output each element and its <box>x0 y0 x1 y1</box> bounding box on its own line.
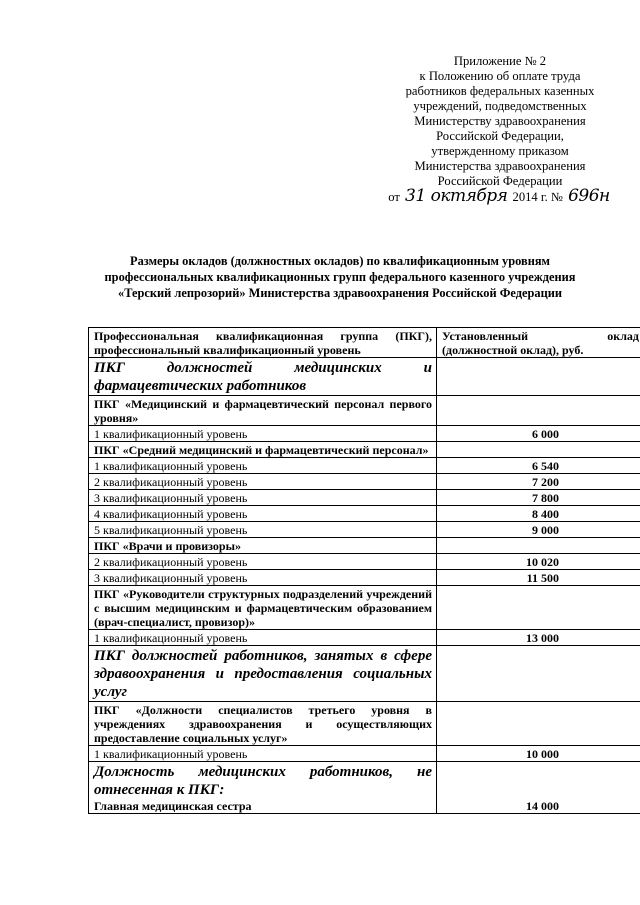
title-line: профессиональных квалификационных групп федерального казенного учреждения <box>104 270 576 284</box>
table-row <box>89 442 640 458</box>
appendix-line: утвержденному приказом <box>431 144 569 158</box>
qualification-level: 1 квалификационный уровень <box>89 426 437 442</box>
appendix-line: Приложение № 2 <box>453 54 547 68</box>
salary-value: 8 400 <box>437 506 640 522</box>
table-row <box>89 490 640 506</box>
qualification-level: 1 квалификационный уровень <box>89 746 437 762</box>
appendix-line: к Положению об оплате труда <box>419 69 581 83</box>
qualification-level: 4 квалификационный уровень <box>89 506 437 522</box>
table-row <box>89 474 640 490</box>
table-row <box>89 586 640 630</box>
table-row <box>89 702 640 746</box>
date-prefix: от <box>388 190 400 204</box>
salary-value: 7 800 <box>437 490 640 506</box>
appendix-block <box>380 54 620 205</box>
table-row <box>89 570 640 586</box>
appendix-line: Министерству здравоохранения <box>414 114 586 128</box>
handwritten-date: 31 октября <box>405 186 508 206</box>
salary-value: 6 000 <box>437 426 640 442</box>
position-cell <box>89 762 437 814</box>
appendix-line: Министерства здравоохранения <box>414 159 586 173</box>
salary-value: 10 000 <box>437 746 640 762</box>
salary-value <box>437 538 640 554</box>
title-line: «Терский лепрозорий» Министерства здравоохранения Российской Федерации <box>118 286 562 300</box>
table-row <box>89 630 640 646</box>
group-heading: ПКГ «Руководители структурных подразделений учреждений с высшим медицинским и фармацевтическим образованием (врач-специалист, провизор)» <box>89 586 437 630</box>
salary-value: 14 000 <box>437 762 640 814</box>
salary-value <box>437 646 640 702</box>
position-title: Главная медицинская сестра <box>94 799 252 813</box>
salary-value: 7 200 <box>437 474 640 490</box>
salary-value <box>437 358 640 396</box>
group-heading: ПКГ «Средний медицинский и фармацевтический персонал» <box>89 442 437 458</box>
table-row <box>89 762 640 814</box>
table-row <box>89 358 640 396</box>
title-line: Размеры окладов (должностных окладов) по квалификационным уровням <box>130 254 550 268</box>
salary-value: 6 540 <box>437 458 640 474</box>
salary-value: 9 000 <box>437 522 640 538</box>
group-heading: ПКГ «Должности специалистов третьего уровня в учреждениях здравоохранения и осуществляющих предоставление социальных услуг» <box>89 702 437 746</box>
group-heading-italic: ПКГ должностей работников, занятых в сфере здравоохранения и предоставления социальных услуг <box>89 646 437 702</box>
header-col-salary: Установленный оклад (должностной оклад), руб. <box>437 328 640 358</box>
table-row <box>89 458 640 474</box>
table-row <box>89 522 640 538</box>
salary-value: 13 000 <box>437 630 640 646</box>
group-heading: ПКГ «Медицинский и фармацевтический персонал первого уровня» <box>89 396 437 426</box>
table-row <box>89 646 640 702</box>
handwritten-order-number: 696н <box>568 186 610 206</box>
qualification-level: 3 квалификационный уровень <box>89 490 437 506</box>
qualification-level: 2 квалификационный уровень <box>89 474 437 490</box>
salary-value: 10 020 <box>437 554 640 570</box>
salary-table <box>88 327 640 814</box>
qualification-level: 2 квалификационный уровень <box>89 554 437 570</box>
document-title <box>80 253 600 301</box>
appendix-line: Российской Федерации <box>437 174 563 188</box>
header-col-group: Профессиональная квалификационная группа (ПКГ), профессиональный квалификационный уровень <box>89 328 437 358</box>
salary-value: 11 500 <box>437 570 640 586</box>
salary-value <box>437 702 640 746</box>
table-row <box>89 396 640 426</box>
date-year: 2014 г. № <box>512 190 563 204</box>
appendix-line: учреждений, подведомственных <box>413 99 587 113</box>
salary-value <box>437 442 640 458</box>
table-header-row <box>89 328 640 358</box>
salary-value <box>437 586 640 630</box>
qualification-level: 5 квалификационный уровень <box>89 522 437 538</box>
qualification-level: 1 квалификационный уровень <box>89 458 437 474</box>
table-row <box>89 426 640 442</box>
appendix-line: работников федеральных казенных <box>405 84 595 98</box>
group-heading-italic: ПКГ должностей медицинских и фармацевтических работников <box>89 358 437 396</box>
table-row <box>89 746 640 762</box>
salary-value <box>437 396 640 426</box>
appendix-line: Российской Федерации, <box>436 129 564 143</box>
position-heading-italic: Должность медицинских работников, не отнесенная к ПКГ: <box>94 764 432 798</box>
group-heading: ПКГ «Врачи и провизоры» <box>89 538 437 554</box>
qualification-level: 1 квалификационный уровень <box>89 630 437 646</box>
table-row <box>89 554 640 570</box>
qualification-level: 3 квалификационный уровень <box>89 570 437 586</box>
table-row <box>89 506 640 522</box>
table-row <box>89 538 640 554</box>
order-date-line <box>380 186 620 206</box>
